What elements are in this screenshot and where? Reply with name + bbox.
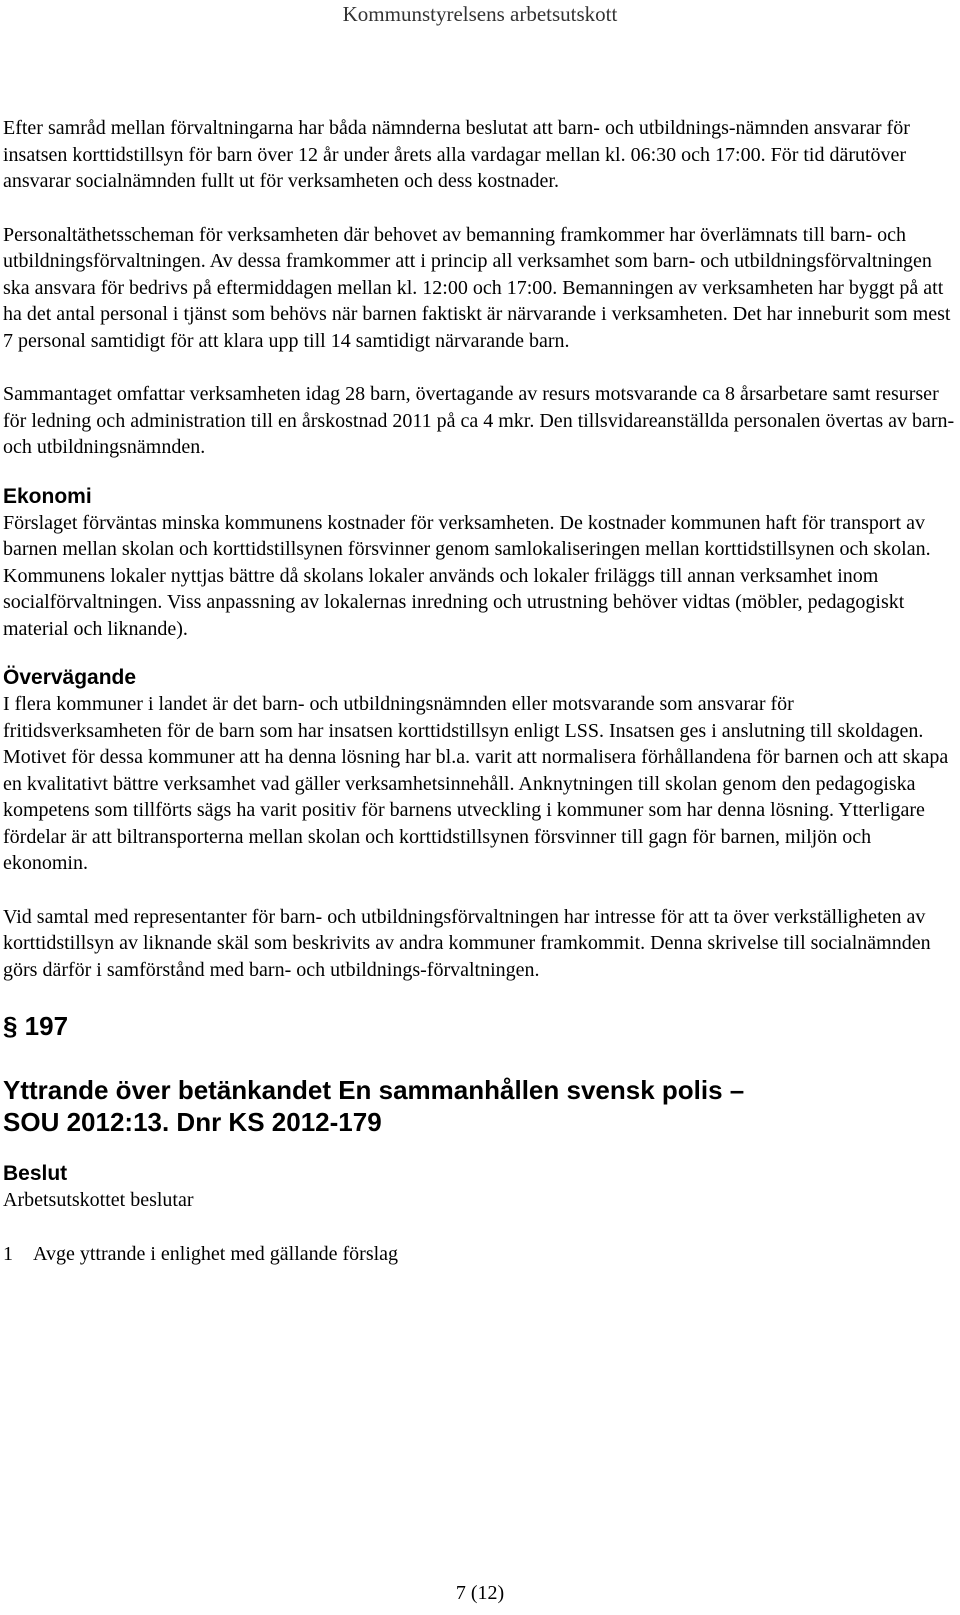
section-title-line-1: Yttrande över betänkandet En sammanhållen svensk polis – [3, 1075, 745, 1105]
section-number: § 197 [3, 1011, 69, 1041]
list-item-text: Avge yttrande i enlighet med gällande förslag [33, 1242, 399, 1265]
section-title-line-2: SOU 2012:13. Dnr KS 2012-179 [3, 1107, 382, 1137]
section-title [3, 1074, 955, 1138]
intro-paragraph-1: Efter samråd mellan förvaltningarna har båda nämnderna beslutat att barn- och utbildnings-nämnden ansvarar för insatsen korttidstillsyn för barn över 12 år under årets alla vardagar mellan kl. 06:30 och 17:00. För tid därutöver ansvarar socialnämnden fullt ut för verksamheten och dess kostnader. [3, 117, 910, 192]
document-body [3, 115, 955, 1267]
overvagande-paragraph-1: I flera kommuner i landet är det barn- och utbildningsnämnden eller motsvarande som ansvarar för fritidsverksamheten för de barn som har insatsen korttidstillsyn enligt LSS. Insatsen ges i anslutning till skoldagen. Motivet för dessa kommuner att ha denna lösning har bl.a. varit att normalisera förhållandena för barnen och att skapa en kvalitativt bättre verksamhet vad gäller verksamhetsinnehåll. Anknytningen till skolan genom den pedagogiska kompetens som tillförts sägs ha varit positiv för barnens utveckling i kommuner som har denna lösning. Ytterligare fördelar är att biltransporterna mellan skolan och korttidstillsynen försvinner till gagn för barnen, miljön och ekonomin. [3, 693, 949, 874]
intro-paragraph-2: Personaltäthetsscheman för verksamheten där behovet av bemanning framkommer har överlämnats till barn- och utbildningsförvaltningen. Av dessa framkommer att i princip all verksamhet som barn- och utbildningsförvaltningen ska ansvara för bedrivs på eftermiddagen mellan kl. 12:00 och 17:00. Bemanningen av verksamheten har byggt på att ha det antal personal i tjänst som behövs när barnen faktiskt är närvarande i verksamheten. Det har inneburit som mest 7 personal samtidigt för att klara upp till 14 samtidigt närvarande barn. [3, 223, 951, 352]
page-number: 7 (12) [455, 1582, 505, 1604]
page-header: Kommunstyrelsens arbetsutskott [342, 2, 618, 26]
overvagande-paragraph-2: Vid samtal med representanter för barn- och utbildningsförvaltningen har intresse för att ta över verkställigheten av korttidstillsyn av liknande skäl som beskrivits av andra kommuner framkommit. Denna skrivelse till socialnämnden görs därför i samförstånd med barn- och utbildnings-förvaltningen. [3, 905, 931, 981]
list-item [3, 1241, 955, 1268]
intro-paragraph-3: Sammantaget omfattar verksamheten idag 28 barn, övertagande av resurs motsvarande ca 8 årsarbetare samt resurser för ledning och administration till en årskostnad 2011 på ca 4 mkr. Den tillsvidareanställda personalen övertas av barn- och utbildningsnämnden. [3, 383, 955, 458]
beslut-heading: Beslut [3, 1162, 68, 1185]
ekonomi-heading: Ekonomi [3, 484, 92, 508]
list-item-number: 1 [3, 1242, 13, 1265]
overvagande-heading: Övervägande [3, 666, 137, 689]
beslut-intro: Arbetsutskottet beslutar [3, 1189, 194, 1211]
ekonomi-paragraph: Förslaget förväntas minska kommunens kostnader för verksamheten. De kostnader kommunen haft för transport av barnen mellan skolan och korttidstillsynen försvinner genom samlokaliseringen mellan korttidstillsynen och skolan. Kommunens lokaler nyttjas bättre då skolans lokaler används och lokaler friläggs till annan verksamhet inom socialförvaltningen. Viss anpassning av lokalernas inredning och utrustning behöver vidtas (möbler, pedagogiskt material och liknande). [3, 511, 931, 640]
